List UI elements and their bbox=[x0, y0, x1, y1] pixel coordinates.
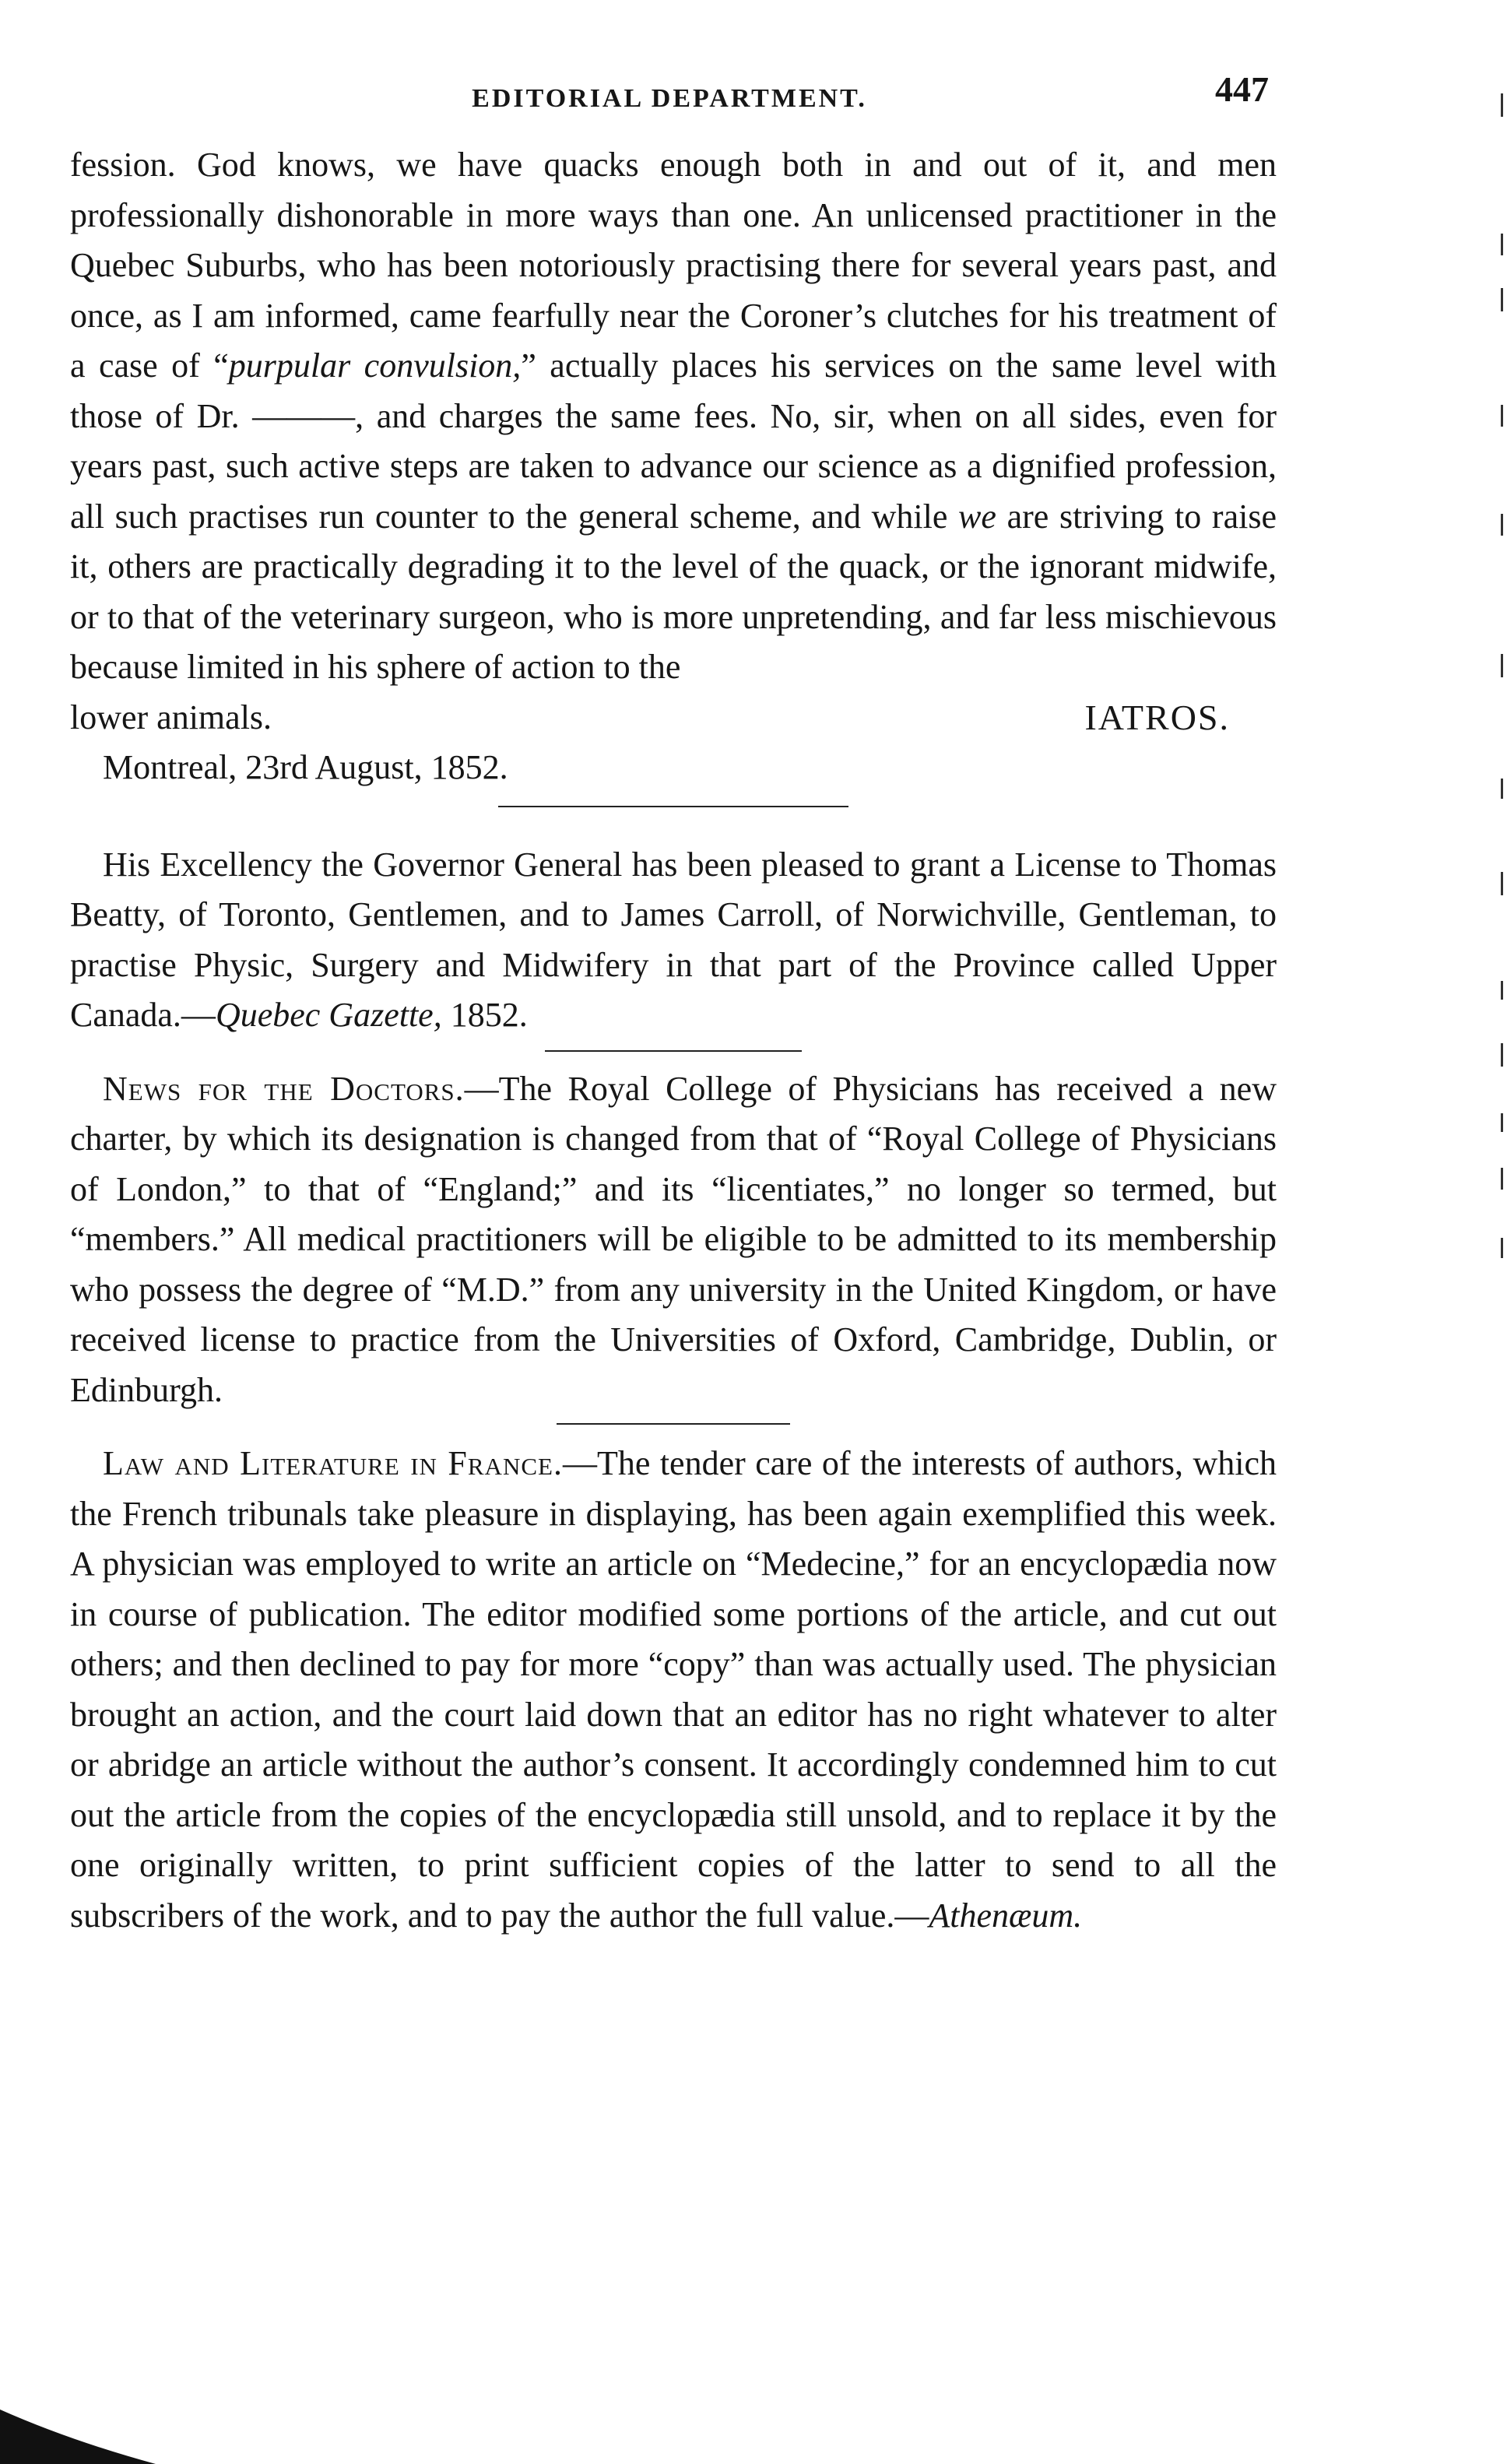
page-curl-shadow bbox=[0, 2394, 156, 2464]
law-source: Athenæum. bbox=[929, 1896, 1083, 1935]
page-edge-marks bbox=[1491, 78, 1507, 1323]
law-paragraph bbox=[70, 1439, 1277, 1941]
letter-closing: lower animals. bbox=[70, 698, 272, 736]
news-text: —The Royal College of Physicians has received a new charter, by which its designation is changed from that of “Royal College of Physicians of London,” to that of “England;” and its “licentiates,” no longer so termed, but “members.” All medical practitioners will be eligible to be admitted to its membership who possess the degree of “M.D.” from any university in the United Kingdom, or have received license to practice from the Universities of Oxford, Cambridge, Dublin, or Edinburgh. bbox=[70, 1069, 1277, 1409]
law-heading: Law and Literature in France. bbox=[103, 1444, 563, 1482]
italic-phrase: purpular convulsion, bbox=[228, 346, 522, 385]
letter-paragraph bbox=[70, 140, 1277, 693]
law-text: —The tender care of the interests of authors, which the French tribunals take pleasure in displaying, has been again exemplified this week. A physician was employed to write an article on “Medecine,” for an encyclopædia now in course of publication. The editor modified some portions of the article, and cut out others; and then declined to pay for more “copy” than was actually used. The physician brought an action, and the court laid down that an editor has no right whatever to alter or abridge an article without the author’s consent. It accordingly condemned him to cut out the article from the copies of the encyclopædia still unsold, and to replace it by the one originally written, to print sufficient copies of the latter to send to all the subscribers of the work, and to pay the author the full value.— bbox=[70, 1444, 1277, 1935]
news-heading: News for the Doctors. bbox=[103, 1069, 465, 1108]
letter-text-2: ” actually places his services on the same level with those of Dr. ———, and charges the same fees. No, sir, when on all sides, even for years past, such active steps are taken to advance our science as a dignified profession, all such practises run counter to the general scheme, and while bbox=[70, 346, 1277, 536]
license-source: Quebec Gazette, bbox=[215, 996, 442, 1034]
running-head: EDITORIAL DEPARTMENT. bbox=[472, 84, 867, 113]
page-number: 447 bbox=[1215, 69, 1269, 109]
section-divider bbox=[545, 1050, 802, 1052]
section-divider bbox=[498, 806, 848, 807]
signature: IATROS. bbox=[1084, 697, 1230, 737]
license-text: His Excellency the Governor General has been pleased to grant a License to Thomas Beatty, of Toronto, Gentlemen, and to James Carroll, of Norwichville, Gentleman, to practise Physic, Surgery and Midwifery in that part of the Province called Upper Canada.— bbox=[70, 845, 1277, 1034]
news-paragraph bbox=[70, 1064, 1277, 1416]
license-notice bbox=[70, 840, 1277, 1041]
signature-line bbox=[70, 693, 1277, 743]
body-text bbox=[70, 140, 1277, 1941]
letter-text-3: are striving to raise it, others are practically degrading it to the level of the quack, or the ignorant midwife, or to that of the veterinary surgeon, who is more unpretending, and far less mischievous because limited in his sphere of action to the bbox=[70, 497, 1277, 686]
dateline: Montreal, 23rd August, 1852. bbox=[103, 748, 508, 786]
italic-we: we bbox=[958, 497, 996, 536]
page-header bbox=[70, 69, 1269, 123]
letter-text: fession. God knows, we have quacks enough both in and out of it, and men professionally dishonorable in more ways than one. An unlicensed practitioner in the Quebec Suburbs, who has been notoriously practising there for several years past, and once, as I am informed, came fearfully near the Coroner’s clutches for his treatment of a case of “ bbox=[70, 146, 1277, 385]
license-year: 1852. bbox=[441, 996, 528, 1034]
section-divider bbox=[557, 1423, 790, 1425]
